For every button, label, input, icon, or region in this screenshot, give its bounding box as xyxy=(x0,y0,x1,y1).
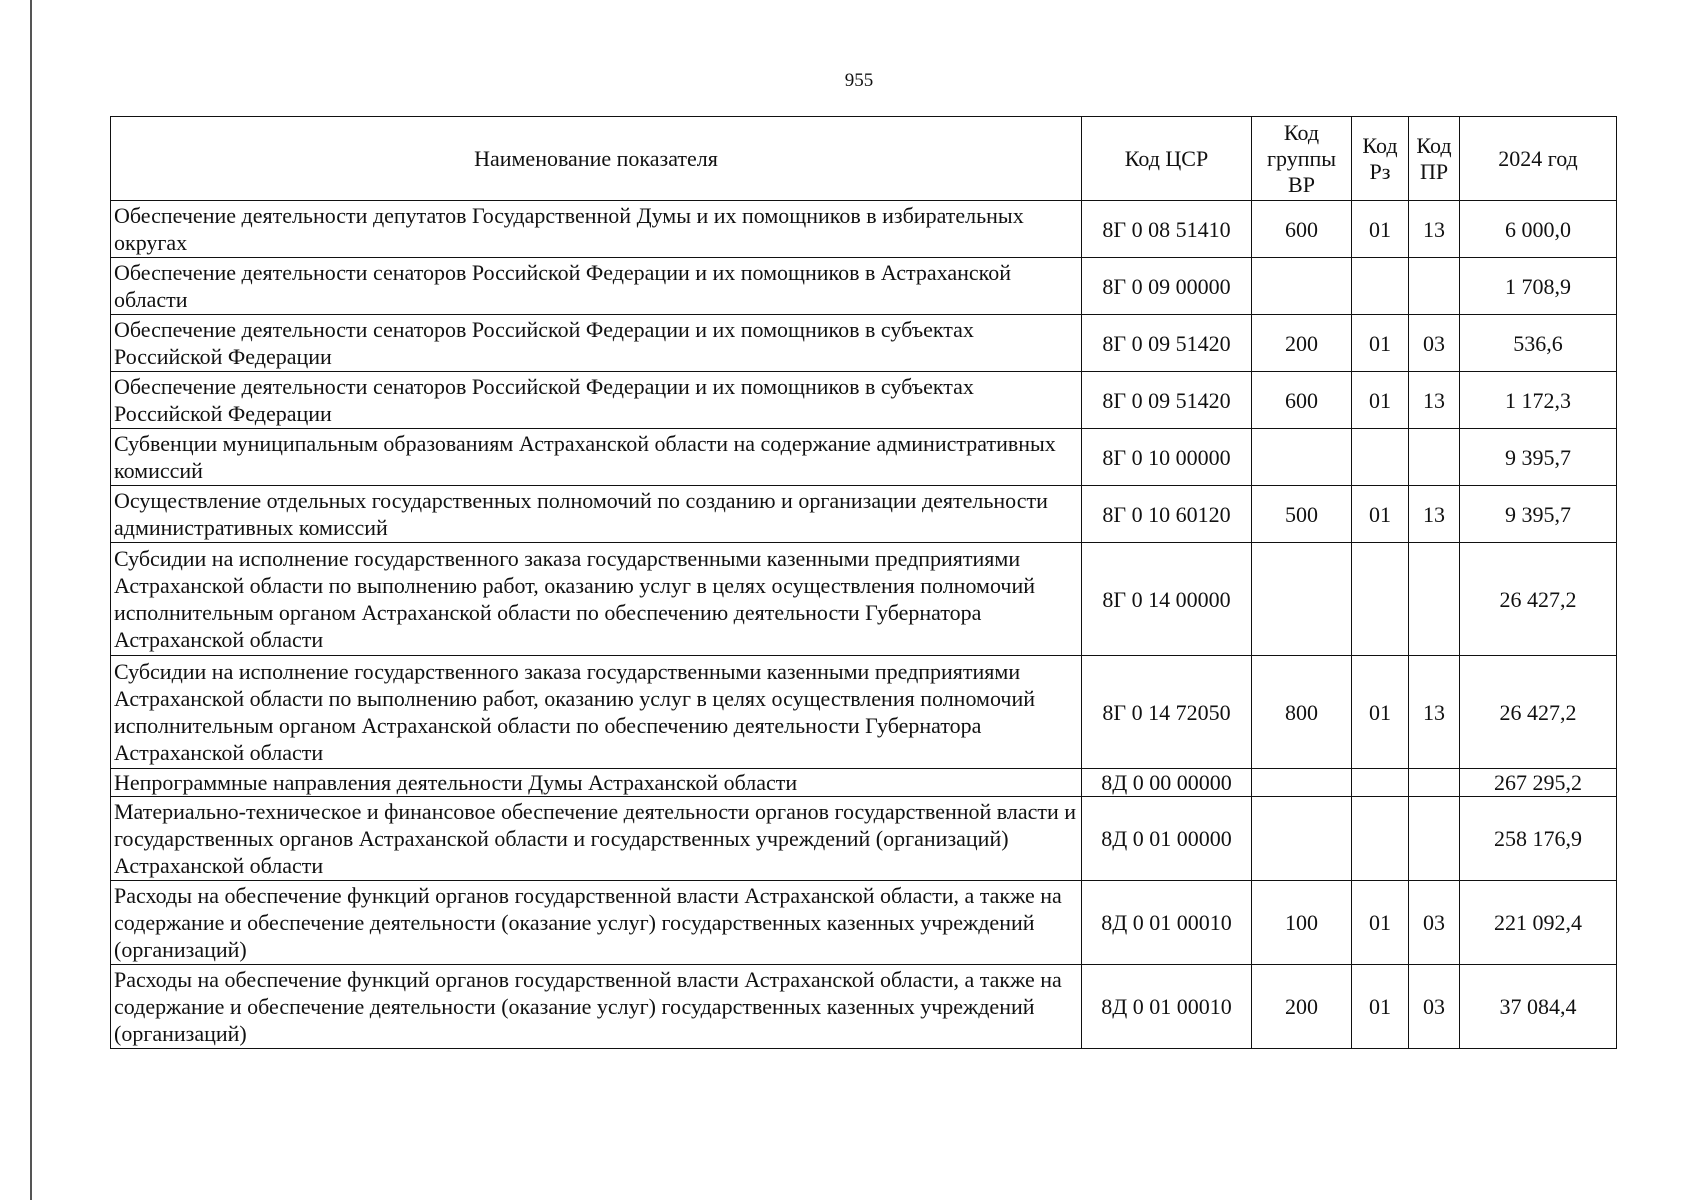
row-pr xyxy=(1409,258,1460,315)
row-csr: 8Г 0 14 72050 xyxy=(1082,656,1252,769)
row-vr xyxy=(1252,797,1352,881)
row-pr: 13 xyxy=(1409,201,1460,258)
table-row xyxy=(111,315,1617,372)
page-number: 955 xyxy=(844,70,874,91)
row-amount: 1 172,3 xyxy=(1460,372,1617,429)
row-rz: 01 xyxy=(1352,881,1409,965)
table-row xyxy=(111,486,1617,543)
header-name: Наименование показателя xyxy=(111,117,1082,201)
row-rz xyxy=(1352,258,1409,315)
row-vr xyxy=(1252,769,1352,797)
row-name: Субвенции муниципальным образованиям Астраханской области на содержание административных комиссий xyxy=(111,429,1082,486)
header-rz: Код Рз xyxy=(1352,117,1409,201)
row-name: Субсидии на исполнение государственного заказа государственными казенными предприятиями Астраханской области по выполнению работ, оказанию услуг в целях осуществления полномочий исполнительным органом Астраханской области по обеспечению деятельности Губернатора Астраханской области xyxy=(111,656,1082,769)
row-vr: 100 xyxy=(1252,881,1352,965)
row-csr: 8Г 0 09 51420 xyxy=(1082,372,1252,429)
row-csr: 8Д 0 00 00000 xyxy=(1082,769,1252,797)
row-amount: 258 176,9 xyxy=(1460,797,1617,881)
row-vr: 200 xyxy=(1252,965,1352,1049)
row-amount: 267 295,2 xyxy=(1460,769,1617,797)
row-rz: 01 xyxy=(1352,372,1409,429)
table-row xyxy=(111,881,1617,965)
row-pr xyxy=(1409,797,1460,881)
row-vr xyxy=(1252,258,1352,315)
row-name: Осуществление отдельных государственных полномочий по созданию и организации деятельности административных комиссий xyxy=(111,486,1082,543)
row-rz: 01 xyxy=(1352,965,1409,1049)
table-row xyxy=(111,797,1617,881)
row-amount: 6 000,0 xyxy=(1460,201,1617,258)
row-csr: 8Г 0 08 51410 xyxy=(1082,201,1252,258)
row-pr: 03 xyxy=(1409,315,1460,372)
row-vr: 600 xyxy=(1252,372,1352,429)
header-csr: Код ЦСР xyxy=(1082,117,1252,201)
header-year: 2024 год xyxy=(1460,117,1617,201)
row-name: Обеспечение деятельности депутатов Государственной Думы и их помощников в избирательных округах xyxy=(111,201,1082,258)
row-name: Обеспечение деятельности сенаторов Российской Федерации и их помощников в субъектах Российской Федерации xyxy=(111,315,1082,372)
table-row xyxy=(111,543,1617,656)
row-csr: 8Д 0 01 00010 xyxy=(1082,881,1252,965)
header-vr: Код группы ВР xyxy=(1252,117,1352,201)
row-vr: 600 xyxy=(1252,201,1352,258)
row-pr xyxy=(1409,769,1460,797)
row-name: Расходы на обеспечение функций органов государственной власти Астраханской области, а также на содержание и обеспечение деятельности (оказание услуг) государственных казенных учреждений (организаций) xyxy=(111,965,1082,1049)
row-rz: 01 xyxy=(1352,201,1409,258)
row-name: Субсидии на исполнение государственного заказа государственными казенными предприятиями Астраханской области по выполнению работ, оказанию услуг в целях осуществления полномочий исполнительным органом Астраханской области по обеспечению деятельности Губернатора Астраханской области xyxy=(111,543,1082,656)
table-row xyxy=(111,429,1617,486)
row-name: Обеспечение деятельности сенаторов Российской Федерации и их помощников в субъектах Российской Федерации xyxy=(111,372,1082,429)
row-amount: 221 092,4 xyxy=(1460,881,1617,965)
header-pr: Код ПР xyxy=(1409,117,1460,201)
row-csr: 8Г 0 09 51420 xyxy=(1082,315,1252,372)
binding-edge-line xyxy=(30,0,32,1200)
row-vr xyxy=(1252,543,1352,656)
table-row xyxy=(111,965,1617,1049)
row-vr xyxy=(1252,429,1352,486)
row-pr: 03 xyxy=(1409,965,1460,1049)
budget-table xyxy=(110,116,1617,1049)
row-pr: 03 xyxy=(1409,881,1460,965)
row-name: Расходы на обеспечение функций органов государственной власти Астраханской области, а также на содержание и обеспечение деятельности (оказание услуг) государственных казенных учреждений (организаций) xyxy=(111,881,1082,965)
row-vr: 200 xyxy=(1252,315,1352,372)
row-csr: 8Г 0 09 00000 xyxy=(1082,258,1252,315)
table-header-row xyxy=(111,117,1617,201)
row-rz: 01 xyxy=(1352,315,1409,372)
row-pr: 13 xyxy=(1409,372,1460,429)
row-csr: 8Г 0 10 60120 xyxy=(1082,486,1252,543)
row-pr xyxy=(1409,543,1460,656)
row-csr: 8Г 0 10 00000 xyxy=(1082,429,1252,486)
row-vr: 500 xyxy=(1252,486,1352,543)
row-pr: 13 xyxy=(1409,486,1460,543)
table-row xyxy=(111,656,1617,769)
table-row xyxy=(111,372,1617,429)
row-name: Непрограммные направления деятельности Думы Астраханской области xyxy=(111,769,1082,797)
table-row xyxy=(111,769,1617,797)
table-row xyxy=(111,201,1617,258)
row-amount: 37 084,4 xyxy=(1460,965,1617,1049)
row-rz xyxy=(1352,797,1409,881)
row-amount: 1 708,9 xyxy=(1460,258,1617,315)
row-amount: 9 395,7 xyxy=(1460,429,1617,486)
row-pr: 13 xyxy=(1409,656,1460,769)
table-row xyxy=(111,258,1617,315)
row-amount: 26 427,2 xyxy=(1460,656,1617,769)
row-amount: 9 395,7 xyxy=(1460,486,1617,543)
row-amount: 536,6 xyxy=(1460,315,1617,372)
row-vr: 800 xyxy=(1252,656,1352,769)
row-pr xyxy=(1409,429,1460,486)
row-name: Материально-техническое и финансовое обеспечение деятельности органов государственной власти и государственных органов Астраханской области и государственных учреждений (организаций) Астраханской области xyxy=(111,797,1082,881)
row-rz xyxy=(1352,429,1409,486)
row-amount: 26 427,2 xyxy=(1460,543,1617,656)
row-rz xyxy=(1352,769,1409,797)
row-name: Обеспечение деятельности сенаторов Российской Федерации и их помощников в Астраханской области xyxy=(111,258,1082,315)
row-rz: 01 xyxy=(1352,486,1409,543)
row-rz: 01 xyxy=(1352,656,1409,769)
row-csr: 8Д 0 01 00010 xyxy=(1082,965,1252,1049)
row-csr: 8Г 0 14 00000 xyxy=(1082,543,1252,656)
row-csr: 8Д 0 01 00000 xyxy=(1082,797,1252,881)
row-rz xyxy=(1352,543,1409,656)
